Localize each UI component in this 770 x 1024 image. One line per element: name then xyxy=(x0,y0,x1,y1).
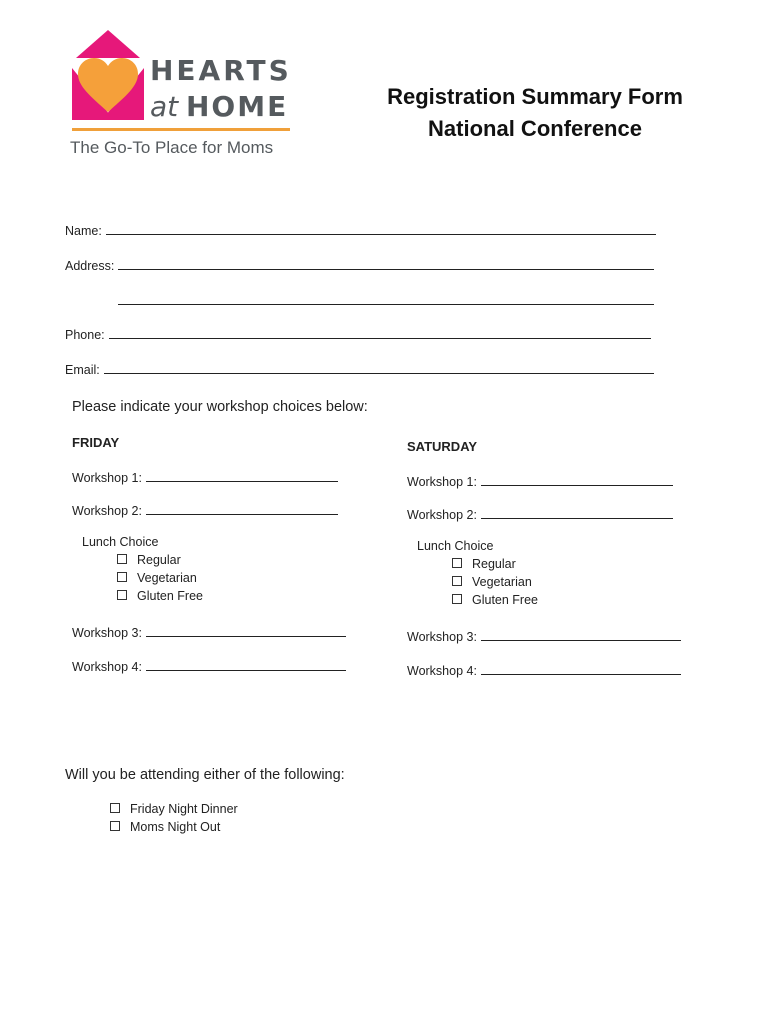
phone-label: Phone: xyxy=(65,328,105,342)
name-label: Name: xyxy=(65,224,102,238)
address-input-line-2[interactable] xyxy=(118,292,654,305)
phone-input-line[interactable] xyxy=(109,326,651,339)
option-label: Gluten Free xyxy=(472,593,539,607)
email-label: Email: xyxy=(65,363,100,377)
friday-workshop-2-label: Workshop 2: xyxy=(72,504,142,518)
checkbox[interactable] xyxy=(452,594,462,604)
name-field[interactable] xyxy=(65,222,656,238)
name-input-line[interactable] xyxy=(106,222,656,235)
checkbox[interactable] xyxy=(117,590,127,600)
saturday-workshop-4-label: Workshop 4: xyxy=(407,664,477,678)
saturday-workshop-1-field[interactable] xyxy=(407,473,673,489)
saturday-lunch-regular[interactable] xyxy=(452,557,516,571)
friday-heading: FRIDAY xyxy=(72,435,120,450)
saturday-heading: SATURDAY xyxy=(407,439,478,454)
friday-workshop-3-label: Workshop 3: xyxy=(72,626,142,640)
saturday-workshop-3-field[interactable] xyxy=(407,628,681,644)
logo-word-home: HOME xyxy=(186,90,289,123)
friday-lunch-gluten-free[interactable] xyxy=(117,589,203,603)
events-question: Will you be attending either of the following: xyxy=(65,767,345,783)
saturday-workshop-4-input[interactable] xyxy=(481,662,681,675)
form-subtitle: National Conference xyxy=(428,116,642,141)
saturday-workshop-1-input[interactable] xyxy=(481,473,673,486)
option-label: Gluten Free xyxy=(137,589,204,603)
option-label: Vegetarian xyxy=(137,571,197,585)
friday-lunch-choice-label: Lunch Choice xyxy=(82,535,159,549)
checkbox[interactable] xyxy=(452,576,462,586)
saturday-workshop-2-field[interactable] xyxy=(407,506,673,522)
event-moms-night-out[interactable] xyxy=(110,820,220,834)
form-title: Registration Summary Form xyxy=(387,84,683,109)
address-line-2[interactable] xyxy=(118,292,654,308)
logo-word-hearts: HEARTS xyxy=(150,54,292,87)
friday-workshop-4-field[interactable] xyxy=(72,658,346,674)
event-friday-night-dinner[interactable] xyxy=(110,802,238,816)
saturday-workshop-3-label: Workshop 3: xyxy=(407,630,477,644)
friday-workshop-3-field[interactable] xyxy=(72,624,346,640)
friday-workshop-2-field[interactable] xyxy=(72,502,338,518)
phone-field[interactable] xyxy=(65,326,651,342)
address-field[interactable] xyxy=(65,257,654,273)
friday-workshop-3-input[interactable] xyxy=(146,624,346,637)
logo-divider xyxy=(72,128,290,131)
logo-tagline: The Go-To Place for Moms xyxy=(70,138,274,157)
house-heart-icon xyxy=(68,30,148,126)
saturday-lunch-choice-label: Lunch Choice xyxy=(417,539,494,553)
checkbox[interactable] xyxy=(110,803,120,813)
saturday-workshop-2-input[interactable] xyxy=(481,506,673,519)
saturday-lunch-vegetarian[interactable] xyxy=(452,575,532,589)
saturday-lunch-gluten-free[interactable] xyxy=(452,593,538,607)
friday-workshop-1-field[interactable] xyxy=(72,469,338,485)
saturday-workshop-3-input[interactable] xyxy=(481,628,681,641)
email-input-line[interactable] xyxy=(104,361,654,374)
option-label: Friday Night Dinner xyxy=(130,802,238,816)
friday-workshop-4-label: Workshop 4: xyxy=(72,660,142,674)
option-label: Regular xyxy=(137,553,181,567)
friday-lunch-regular[interactable] xyxy=(117,553,181,567)
saturday-workshop-1-label: Workshop 1: xyxy=(407,475,477,489)
friday-workshop-4-input[interactable] xyxy=(146,658,346,671)
friday-workshop-1-label: Workshop 1: xyxy=(72,471,142,485)
email-field[interactable] xyxy=(65,361,654,377)
checkbox[interactable] xyxy=(110,821,120,831)
saturday-workshop-2-label: Workshop 2: xyxy=(407,508,477,522)
friday-lunch-vegetarian[interactable] xyxy=(117,571,197,585)
address-label: Address: xyxy=(65,259,115,273)
workshop-instructions: Please indicate your workshop choices below: xyxy=(72,399,368,415)
friday-workshop-1-input[interactable] xyxy=(146,469,338,482)
logo-word-at: at xyxy=(150,90,179,123)
checkbox[interactable] xyxy=(452,558,462,568)
option-label: Moms Night Out xyxy=(130,820,221,834)
saturday-workshop-4-field[interactable] xyxy=(407,662,681,678)
checkbox[interactable] xyxy=(117,554,127,564)
hearts-at-home-logo xyxy=(68,30,300,162)
friday-workshop-2-input[interactable] xyxy=(146,502,338,515)
checkbox[interactable] xyxy=(117,572,127,582)
option-label: Regular xyxy=(472,557,516,571)
address-input-line[interactable] xyxy=(118,257,654,270)
option-label: Vegetarian xyxy=(472,575,532,589)
